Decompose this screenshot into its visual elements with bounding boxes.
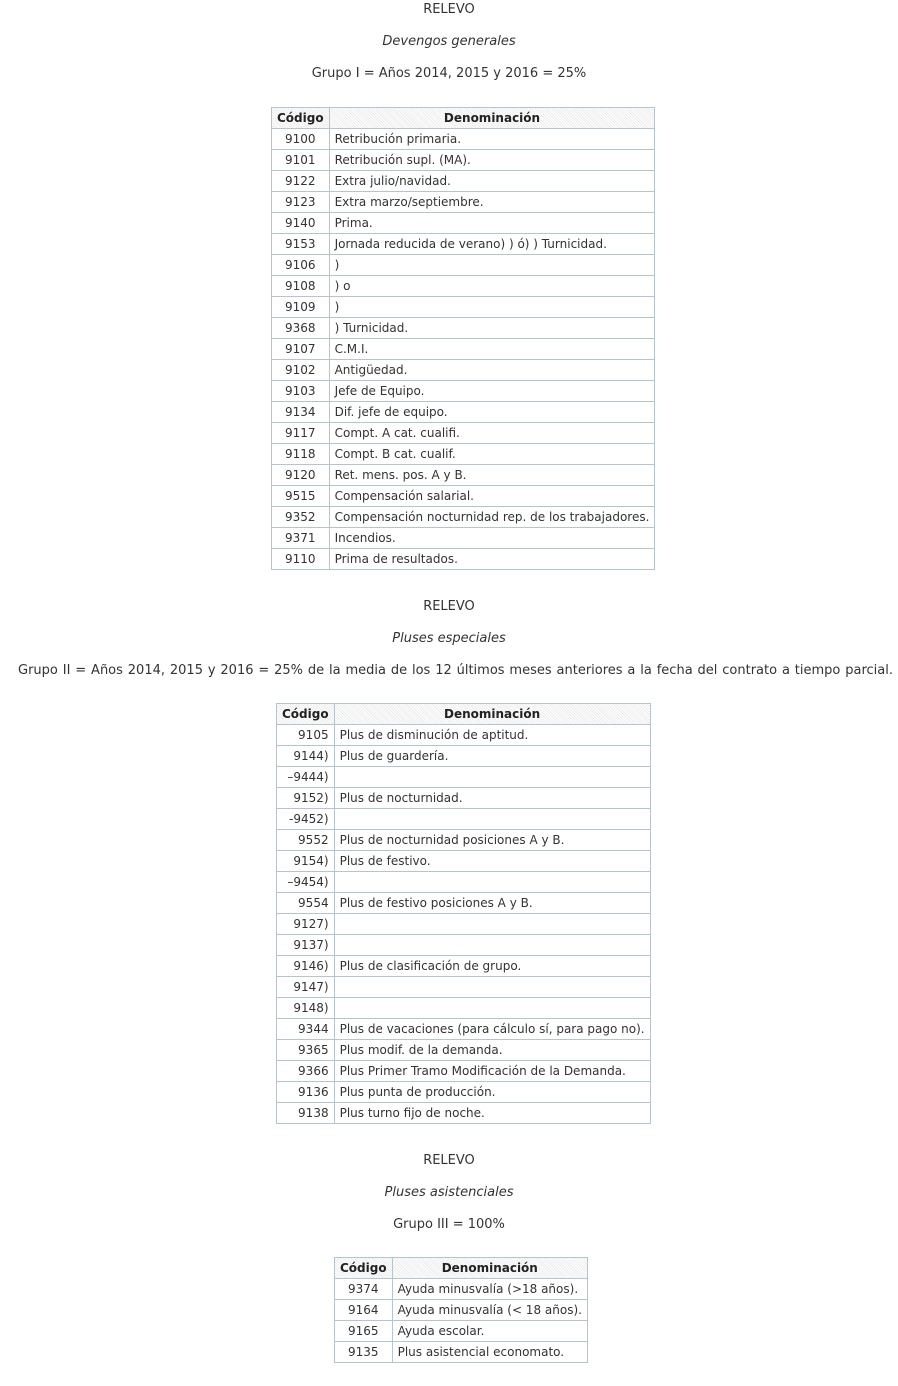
code-cell: 9344 — [277, 1019, 335, 1040]
denomination-cell: Plus de nocturnidad. — [334, 788, 650, 809]
code-cell: 9107 — [272, 339, 330, 360]
denomination-cell: Prima. — [329, 213, 655, 234]
denomination-cell — [334, 767, 650, 788]
table-row — [272, 486, 655, 507]
code-cell: 9147) — [277, 977, 335, 998]
code-cell: 9103 — [272, 381, 330, 402]
table-row — [272, 444, 655, 465]
table-row — [272, 402, 655, 423]
section-1-heading: RELEVO — [423, 2, 475, 17]
table-row — [335, 1300, 588, 1321]
code-header: Código — [272, 108, 330, 129]
section-3-subheading: Pluses asistenciales — [384, 1185, 514, 1200]
denomination-cell: Antigüedad. — [329, 360, 655, 381]
code-cell: 9140 — [272, 213, 330, 234]
table-row — [277, 998, 651, 1019]
table-row — [272, 465, 655, 486]
denomination-cell: Extra julio/navidad. — [329, 171, 655, 192]
code-cell: 9110 — [272, 549, 330, 570]
denomination-cell — [334, 998, 650, 1019]
code-cell: 9146) — [277, 956, 335, 977]
code-header: Código — [335, 1258, 393, 1279]
denomination-cell — [334, 914, 650, 935]
denomination-cell: Plus de disminución de aptitud. — [334, 725, 650, 746]
code-cell: 9120 — [272, 465, 330, 486]
denomination-cell: ) o — [329, 276, 655, 297]
denomination-cell: Plus Primer Tramo Modificación de la Demanda. — [334, 1061, 650, 1082]
code-cell: 9368 — [272, 318, 330, 339]
denomination-cell: Retribución supl. (MA). — [329, 150, 655, 171]
denomination-cell: Plus de vacaciones (para cálculo sí, para pago no). — [334, 1019, 650, 1040]
table-row — [277, 1040, 651, 1061]
code-cell: 9134 — [272, 402, 330, 423]
table-row — [277, 767, 651, 788]
code-cell: 9153 — [272, 234, 330, 255]
code-header: Código — [277, 704, 335, 725]
section-3-table — [334, 1257, 588, 1363]
table-row — [277, 1019, 651, 1040]
code-cell: 9123 — [272, 192, 330, 213]
table-row — [272, 507, 655, 528]
table-row — [272, 171, 655, 192]
denomination-cell: Plus punta de producción. — [334, 1082, 650, 1103]
table-row — [272, 150, 655, 171]
code-cell: 9371 — [272, 528, 330, 549]
denomination-header: Denominación — [334, 704, 650, 725]
code-cell: 9135 — [335, 1342, 393, 1363]
table-row — [277, 851, 651, 872]
denomination-cell: Ayuda minusvalía (>18 años). — [392, 1279, 587, 1300]
denomination-cell — [334, 935, 650, 956]
table-row — [272, 360, 655, 381]
denomination-cell: Extra marzo/septiembre. — [329, 192, 655, 213]
denomination-cell: Plus de clasificación de grupo. — [334, 956, 650, 977]
code-cell: 9122 — [272, 171, 330, 192]
denomination-cell — [334, 872, 650, 893]
denomination-cell: Prima de resultados. — [329, 549, 655, 570]
denomination-cell: Plus de festivo. — [334, 851, 650, 872]
table-row — [272, 129, 655, 150]
table-row — [277, 725, 651, 746]
denomination-cell: ) — [329, 297, 655, 318]
code-cell: -9452) — [277, 809, 335, 830]
denomination-cell: Dif. jefe de equipo. — [329, 402, 655, 423]
section-1-subheading: Devengos generales — [382, 34, 516, 49]
code-cell: 9108 — [272, 276, 330, 297]
denomination-cell: Plus asistencial economato. — [392, 1342, 587, 1363]
denomination-cell: Plus turno fijo de noche. — [334, 1103, 650, 1124]
denomination-cell — [334, 977, 650, 998]
denomination-cell: Jefe de Equipo. — [329, 381, 655, 402]
code-cell: 9352 — [272, 507, 330, 528]
table-row — [335, 1342, 588, 1363]
code-cell: 9152) — [277, 788, 335, 809]
table-row — [335, 1279, 588, 1300]
section-2-group: Grupo II = Años 2014, 2015 y 2016 = 25% de la media de los 12 últimos meses anteriores a la fecha del contrato a tiempo parcial. — [18, 663, 893, 678]
table-row — [277, 977, 651, 998]
table-row — [277, 830, 651, 851]
section-3-group: Grupo III = 100% — [393, 1217, 505, 1232]
code-cell: 9366 — [277, 1061, 335, 1082]
denomination-cell: Incendios. — [329, 528, 655, 549]
table-row — [277, 872, 651, 893]
table-row — [277, 1082, 651, 1103]
table-row — [272, 423, 655, 444]
table-row — [272, 318, 655, 339]
denomination-cell: Plus de festivo posiciones A y B. — [334, 893, 650, 914]
table-row — [277, 809, 651, 830]
table-row — [272, 381, 655, 402]
code-cell: 9374 — [335, 1279, 393, 1300]
code-cell: 9100 — [272, 129, 330, 150]
code-cell: 9127) — [277, 914, 335, 935]
denomination-cell: Jornada reducida de verano) ) ó) ) Turnicidad. — [329, 234, 655, 255]
denomination-cell: Retribución primaria. — [329, 129, 655, 150]
code-cell: 9515 — [272, 486, 330, 507]
table-row — [277, 893, 651, 914]
code-cell: 9105 — [277, 725, 335, 746]
code-cell: 9136 — [277, 1082, 335, 1103]
section-2-heading: RELEVO — [423, 599, 475, 614]
table-row — [277, 956, 651, 977]
code-cell: 9554 — [277, 893, 335, 914]
code-cell: 9102 — [272, 360, 330, 381]
code-cell: 9365 — [277, 1040, 335, 1061]
section-3-heading: RELEVO — [423, 1153, 475, 1168]
table-row — [272, 255, 655, 276]
code-cell: 9164 — [335, 1300, 393, 1321]
table-row — [272, 192, 655, 213]
code-cell: 9109 — [272, 297, 330, 318]
section-1-table — [271, 107, 655, 570]
table-row — [272, 528, 655, 549]
denomination-cell: Compt. B cat. cualif. — [329, 444, 655, 465]
denomination-cell: Compensación salarial. — [329, 486, 655, 507]
code-cell: 9101 — [272, 150, 330, 171]
table-row — [272, 234, 655, 255]
denomination-cell: Plus de guardería. — [334, 746, 650, 767]
table-row — [277, 746, 651, 767]
table-row — [277, 1103, 651, 1124]
denomination-cell: Compensación nocturnidad rep. de los trabajadores. — [329, 507, 655, 528]
section-1-group: Grupo I = Años 2014, 2015 y 2016 = 25% — [311, 66, 587, 81]
denomination-cell: Plus de nocturnidad posiciones A y B. — [334, 830, 650, 851]
code-cell: 9552 — [277, 830, 335, 851]
denomination-cell: Ret. mens. pos. A y B. — [329, 465, 655, 486]
table-row — [272, 213, 655, 234]
code-cell: 9137) — [277, 935, 335, 956]
code-cell: 9154) — [277, 851, 335, 872]
code-cell: 9165 — [335, 1321, 393, 1342]
denomination-cell: ) — [329, 255, 655, 276]
code-cell: 9138 — [277, 1103, 335, 1124]
code-cell: 9144) — [277, 746, 335, 767]
code-cell: 9117 — [272, 423, 330, 444]
table-row — [277, 935, 651, 956]
code-cell: 9118 — [272, 444, 330, 465]
denomination-header: Denominación — [329, 108, 655, 129]
code-cell: 9106 — [272, 255, 330, 276]
denomination-cell: Plus modif. de la demanda. — [334, 1040, 650, 1061]
section-2-table — [276, 703, 651, 1124]
table-row — [272, 549, 655, 570]
table-row — [277, 914, 651, 935]
table-row — [277, 1061, 651, 1082]
code-cell: 9148) — [277, 998, 335, 1019]
table-row — [335, 1321, 588, 1342]
denomination-header: Denominación — [392, 1258, 587, 1279]
denomination-cell — [334, 809, 650, 830]
code-cell: –9454) — [277, 872, 335, 893]
denomination-cell: C.M.I. — [329, 339, 655, 360]
table-row — [272, 339, 655, 360]
table-row — [277, 788, 651, 809]
table-row — [272, 276, 655, 297]
section-2-subheading: Pluses especiales — [392, 631, 506, 646]
denomination-cell: ) Turnicidad. — [329, 318, 655, 339]
denomination-cell: Ayuda escolar. — [392, 1321, 587, 1342]
denomination-cell: Ayuda minusvalía (< 18 años). — [392, 1300, 587, 1321]
denomination-cell: Compt. A cat. cualifi. — [329, 423, 655, 444]
code-cell: –9444) — [277, 767, 335, 788]
table-row — [272, 297, 655, 318]
